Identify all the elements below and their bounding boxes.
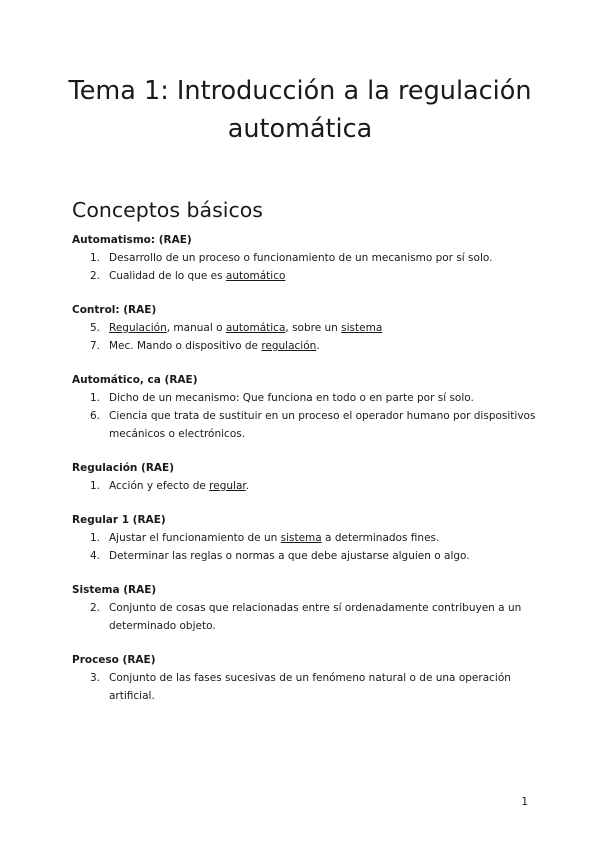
definition-text: a determinados fines.	[321, 532, 440, 544]
term-heading: Sistema (RAE)	[72, 584, 157, 596]
definition-item	[72, 249, 542, 267]
definition-item	[72, 529, 542, 547]
term-heading: Regular 1 (RAE)	[72, 514, 166, 526]
definition-text: Conjunto de las fases sucesivas de un fenómeno natural o de una operación artificial.	[109, 672, 511, 702]
definition-item	[72, 477, 542, 495]
definition-item	[72, 407, 542, 443]
term-block	[72, 459, 542, 495]
definition-text: .	[245, 480, 250, 492]
definition-link-text: sistema	[280, 532, 322, 544]
definition-link-text: regular	[209, 480, 246, 492]
definition-link-text: regulación	[261, 340, 317, 352]
definition-item	[72, 319, 542, 337]
term-heading: Proceso (RAE)	[72, 654, 156, 666]
definition-number: 1.	[90, 252, 101, 264]
term-heading: Automatismo: (RAE)	[72, 234, 192, 246]
definition-list	[72, 669, 542, 705]
definition-list	[72, 529, 542, 565]
section-title: Conceptos básicos	[72, 198, 263, 222]
definition-number: 2.	[90, 602, 101, 614]
definition-link-text: Regulación	[109, 322, 167, 334]
definition-list	[72, 249, 542, 285]
definition-item	[72, 669, 542, 705]
definition-text: Ajustar el funcionamiento de un	[109, 532, 281, 544]
definition-text: , manual o	[166, 322, 226, 334]
definition-number: 1.	[90, 532, 101, 544]
definition-text: Conjunto de cosas que relacionadas entre sí ordenadamente contribuyen a un determinado objeto.	[109, 602, 522, 632]
definition-number: 7.	[90, 340, 101, 352]
definition-text: Mec. Mando o dispositivo de	[109, 340, 262, 352]
definition-item	[72, 337, 542, 355]
term-block	[72, 301, 542, 355]
definition-text: Desarrollo de un proceso o funcionamiento de un mecanismo por sí solo.	[109, 252, 493, 264]
term-block	[72, 651, 542, 705]
definition-text: Determinar las reglas o normas a que debe ajustarse alguien o algo.	[109, 550, 470, 562]
definition-list	[72, 477, 542, 495]
definition-text: .	[316, 340, 320, 352]
term-block	[72, 511, 542, 565]
term-block	[72, 581, 542, 635]
definition-link-text: automático	[225, 270, 286, 282]
definition-list	[72, 319, 542, 355]
term-block	[72, 371, 542, 443]
definition-list	[72, 389, 542, 443]
definition-link-text: automática	[225, 322, 286, 334]
definition-item	[72, 267, 542, 285]
definition-text: Acción y efecto de	[109, 480, 210, 492]
term-heading: Control: (RAE)	[72, 304, 157, 316]
definition-number: 1.	[90, 392, 101, 404]
definition-text: Ciencia que trata de sustituir en un proceso el operador humano por dispositivos mecánicos o electrónicos.	[109, 410, 536, 440]
definition-item	[72, 547, 542, 565]
page-number: 1	[521, 796, 528, 808]
definition-item	[72, 599, 542, 635]
definition-text: Cualidad de lo que es	[109, 270, 226, 282]
definition-text: Dicho de un mecanismo: Que funciona en todo o en parte por sí solo.	[109, 392, 474, 404]
definition-number: 2.	[90, 270, 101, 282]
definition-number: 3.	[90, 672, 101, 684]
definitions-list	[72, 231, 542, 721]
definition-list	[72, 599, 542, 635]
definition-number: 5.	[90, 322, 101, 334]
term-block	[72, 231, 542, 285]
definition-link-text: sistema	[341, 322, 383, 334]
term-heading: Automático, ca (RAE)	[72, 374, 198, 386]
definition-number: 1.	[90, 480, 101, 492]
definition-text: , sobre un	[285, 322, 342, 334]
definition-number: 4.	[90, 550, 101, 562]
definition-number: 6.	[90, 410, 101, 422]
document-title: Tema 1: Introducción a la regulación automática	[68, 76, 532, 144]
definition-item	[72, 389, 542, 407]
term-heading: Regulación (RAE)	[72, 462, 175, 474]
